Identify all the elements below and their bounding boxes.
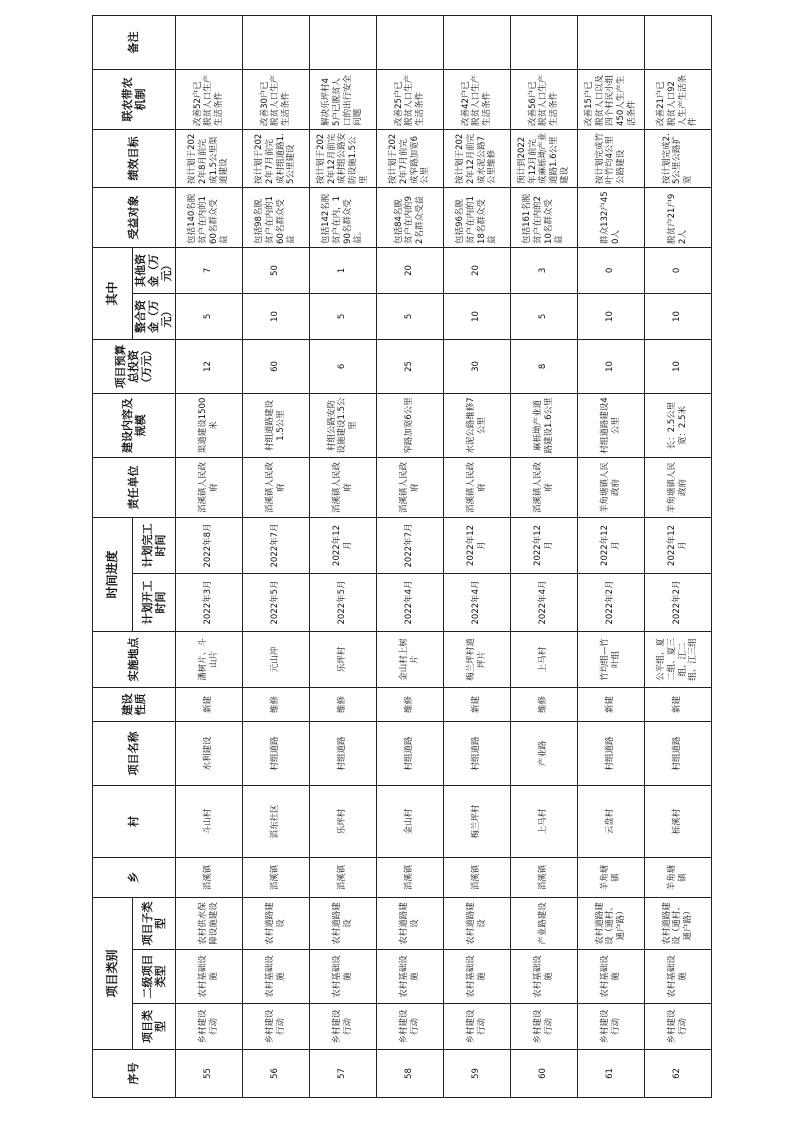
cell-budget: 30 [443, 339, 510, 393]
cell-township: 滔溪镇 [309, 857, 376, 897]
cell-end: 2022年12月 [443, 517, 510, 573]
cell-nature: 新建 [443, 687, 510, 721]
cell-link: 改善25户已脱贫人口生产生活条件 [376, 69, 443, 129]
header-budget: 项目预算总投资（万元） [93, 339, 176, 393]
cell-cat3: 产业路建设 [510, 897, 577, 949]
cell-cat2: 农村基础设施 [577, 950, 644, 1004]
cell-nature: 维修 [510, 687, 577, 721]
cell-start: 2022年4月 [443, 573, 510, 631]
cell-village: 上马村 [510, 785, 577, 857]
cell-other: 0 [577, 247, 644, 293]
cell-budget: 12 [175, 339, 242, 393]
cell-unit: 滔溪镇人民政府 [376, 457, 443, 517]
cell-location: 公平组、夏二组、夏三组、江二组、江三组 [644, 631, 711, 687]
cell-village: 滔东社区 [242, 785, 309, 857]
cell-project-name: 村组道路 [242, 721, 309, 785]
cell-township: 滔溪镇 [242, 857, 309, 897]
cell-cat1: 乡村建设行动 [510, 1004, 577, 1050]
cell-unit: 滔溪镇人民政府 [309, 457, 376, 517]
header-schedule-group: 时间进度 [93, 517, 133, 631]
cell-project-name: 村组道路 [644, 721, 711, 785]
cell-content: 村组道路建设4公里 [577, 393, 644, 457]
cell-nature: 新建 [644, 687, 711, 721]
cell-unit: 滔溪镇人民政府 [175, 457, 242, 517]
cell-seq: 58 [376, 1050, 443, 1098]
cell-goal: 预计到2022年12月前完成麻栎坳产业道路1.6公里建设 [510, 129, 577, 187]
cell-remark [577, 15, 644, 69]
cell-goal: 按计划于2022年7月前完成村组道路1.5公里建设 [242, 129, 309, 187]
cell-beneficiary: 包括96名脱贫户在内的118名群众受益 [443, 187, 510, 247]
cell-township: 滔溪镇 [376, 857, 443, 897]
cell-cat1: 乡村建设行动 [242, 1004, 309, 1050]
header-category-group: 项目类别 [93, 897, 133, 1049]
cell-beneficiary: 包括142名脱贫户在内，190名群众受益。 [309, 187, 376, 247]
cell-village: 栎溪村 [644, 785, 711, 857]
cell-location: 潘树片、斗山片 [175, 631, 242, 687]
header-project-name: 项目名称 [93, 721, 176, 785]
cell-other: 50 [242, 247, 309, 293]
cell-end: 2022年12月 [644, 517, 711, 573]
table-row [510, 15, 577, 1097]
cell-budget: 10 [577, 339, 644, 393]
cell-project-name: 产业路 [510, 721, 577, 785]
cell-unit: 滔溪镇人民政府 [510, 457, 577, 517]
cell-seq: 59 [443, 1050, 510, 1098]
cell-other: 20 [376, 247, 443, 293]
cell-cat1: 乡村建设行动 [644, 1004, 711, 1050]
cell-goal: 按计划完成竹叶竹均4公里公路建设 [577, 129, 644, 187]
cell-cat3: 农村道路建设（通村、通户路） [644, 897, 711, 949]
cell-seq: 62 [644, 1050, 711, 1098]
cell-beneficiary: 脱贫户21户92人 [644, 187, 711, 247]
table-row [309, 15, 376, 1097]
cell-goal: 按计划于2022年12月前完成水泥公路7公里维修 [443, 129, 510, 187]
cell-start: 2022年2月 [577, 573, 644, 631]
cell-beneficiary: 包括84名脱贫户在内的92名群众受益 [376, 187, 443, 247]
cell-remark [376, 15, 443, 69]
header-location: 实施地点 [93, 631, 176, 687]
cell-seq: 56 [242, 1050, 309, 1098]
cell-nature: 维修 [376, 687, 443, 721]
cell-budget: 25 [376, 339, 443, 393]
cell-township: 滔溪镇 [175, 857, 242, 897]
cell-end: 2022年12月 [510, 517, 577, 573]
cell-location: 上马村 [510, 631, 577, 687]
cell-project-name: 水利建设 [175, 721, 242, 785]
cell-cat2: 农村基础设施 [309, 950, 376, 1004]
cell-cat3: 农村道路建设（通村、通户路） [577, 897, 644, 949]
cell-cat2: 农村基础设施 [376, 950, 443, 1004]
cell-budget: 8 [510, 339, 577, 393]
cell-end: 2022年12月 [577, 517, 644, 573]
header-village: 村 [93, 785, 176, 857]
cell-cat2: 农村基础设施 [175, 950, 242, 1004]
cell-integrated: 10 [644, 293, 711, 339]
cell-start: 2022年2月 [644, 573, 711, 631]
cell-cat2: 农村基础设施 [443, 950, 510, 1004]
cell-location: 梅兰坪村道坪片 [443, 631, 510, 687]
cell-project-name: 村组道路 [443, 721, 510, 785]
cell-content: 村组道路建设1.5公里 [242, 393, 309, 457]
cell-cat3: 农村道路建设 [242, 897, 309, 949]
header-content: 建设内容及规模 [93, 393, 176, 457]
cell-content: 村组公路安防设施建设1.5公里 [309, 393, 376, 457]
cell-remark [242, 15, 309, 69]
cell-beneficiary: 包括140名脱贫户在内的160名群众受益 [175, 187, 242, 247]
cell-project-name: 村组道路 [577, 721, 644, 785]
cell-content: 长：2.5公里宽：2.5米 [644, 393, 711, 457]
table-row [644, 15, 711, 1097]
cell-cat3: 农村道路建设 [376, 897, 443, 949]
cell-nature: 维修 [242, 687, 309, 721]
cell-budget: 60 [242, 339, 309, 393]
cell-content: 窄路加宽6公里 [376, 393, 443, 457]
cell-end: 2022年7月 [376, 517, 443, 573]
cell-integrated: 5 [510, 293, 577, 339]
table-row [242, 15, 309, 1097]
cell-location: 竹均组—竹叶组 [577, 631, 644, 687]
cell-link: 改善56户已脱贫人口生产生活条件 [510, 69, 577, 129]
cell-cat1: 乡村建设行动 [577, 1004, 644, 1050]
header-integrated: 整合资金（万元） [133, 293, 176, 339]
cell-cat1: 乡村建设行动 [443, 1004, 510, 1050]
cell-link: 解决乐坪村45户已脱贫人口的出行安全问题 [309, 69, 376, 129]
cell-seq: 61 [577, 1050, 644, 1098]
cell-seq: 55 [175, 1050, 242, 1098]
header-beneficiary: 受益对象 [93, 187, 176, 247]
project-table [92, 15, 712, 1098]
header-nature: 建设性质 [93, 687, 176, 721]
cell-integrated: 10 [443, 293, 510, 339]
cell-goal: 按计划完成2.5公里公路扩宽 [644, 129, 711, 187]
cell-link: 改善30户已脱贫人口生产生活条件 [242, 69, 309, 129]
cell-content: 渠道建设1500米 [175, 393, 242, 457]
cell-project-name: 村组道路 [309, 721, 376, 785]
cell-content: 麻栎坳产业道路建设1.6公里 [510, 393, 577, 457]
cell-other: 1 [309, 247, 376, 293]
cell-remark [443, 15, 510, 69]
table-row [175, 15, 242, 1097]
header-cat3: 项目子类型 [133, 897, 176, 949]
cell-start: 2022年5月 [242, 573, 309, 631]
table-row [443, 15, 510, 1097]
cell-integrated: 5 [309, 293, 376, 339]
cell-link: 改善52户已脱贫人口生产生活条件 [175, 69, 242, 129]
cell-cat2: 农村基础设施 [242, 950, 309, 1004]
cell-cat1: 乡村建设行动 [309, 1004, 376, 1050]
cell-village: 云盘村 [577, 785, 644, 857]
cell-township: 羊角塘镇 [644, 857, 711, 897]
cell-beneficiary: 包括161名脱贫户在内的210名群众受益 [510, 187, 577, 247]
cell-unit: 滔溪镇人民政府 [443, 457, 510, 517]
cell-nature: 新建 [175, 687, 242, 721]
cell-end: 2022年8月 [175, 517, 242, 573]
cell-seq: 60 [510, 1050, 577, 1098]
cell-other: 7 [175, 247, 242, 293]
cell-cat3: 农村道路建设 [443, 897, 510, 949]
cell-integrated: 10 [577, 293, 644, 339]
cell-project-name: 村组道路 [376, 721, 443, 785]
header-end: 计划完工时间 [133, 517, 176, 573]
cell-other: 0 [644, 247, 711, 293]
cell-cat3: 农村供水保障设施建设 [175, 897, 242, 949]
cell-other: 20 [443, 247, 510, 293]
cell-integrated: 5 [175, 293, 242, 339]
cell-start: 2022年4月 [510, 573, 577, 631]
cell-end: 2022年12月 [309, 517, 376, 573]
cell-unit: 滔溪镇人民政府 [242, 457, 309, 517]
cell-nature: 新建 [577, 687, 644, 721]
header-seq: 序号 [93, 1050, 176, 1098]
cell-start: 2022年4月 [376, 573, 443, 631]
cell-goal: 按计划于2022年8月前完成1.5公里渠道建设 [175, 129, 242, 187]
cell-remark [175, 15, 242, 69]
cell-start: 2022年3月 [175, 573, 242, 631]
cell-goal: 按计划于2022年7月前完成窄路加宽6公里 [376, 129, 443, 187]
cell-beneficiary: 群众132户450人 [577, 187, 644, 247]
cell-end: 2022年7月 [242, 517, 309, 573]
header-other: 其他资金（万元） [133, 247, 176, 293]
cell-budget: 6 [309, 339, 376, 393]
cell-link: 改善42户已脱贫人口生产生活条件 [443, 69, 510, 129]
cell-township: 滔溪镇 [510, 857, 577, 897]
cell-integrated: 10 [242, 293, 309, 339]
cell-village: 斗山村 [175, 785, 242, 857]
cell-village: 金山村 [376, 785, 443, 857]
cell-cat2: 农村基础设施 [510, 950, 577, 1004]
cell-seq: 57 [309, 1050, 376, 1098]
cell-location: 乐坪村 [309, 631, 376, 687]
header-goal: 绩效目标 [93, 129, 176, 187]
header-cat2: 二级项目类型 [133, 950, 176, 1004]
cell-village: 乐坪村 [309, 785, 376, 857]
cell-unit: 羊角塘镇人民政府 [577, 457, 644, 517]
cell-remark [309, 15, 376, 69]
cell-start: 2022年5月 [309, 573, 376, 631]
cell-township: 滔溪镇 [443, 857, 510, 897]
cell-location: 元山冲 [242, 631, 309, 687]
header-cat1: 项目类型 [133, 1004, 176, 1050]
cell-remark [644, 15, 711, 69]
cell-other: 3 [510, 247, 577, 293]
cell-integrated: 5 [376, 293, 443, 339]
cell-content: 水泥公路维修7公里 [443, 393, 510, 457]
cell-goal: 按计划于2022年12月前完成村组公路安防设施1.5公里 [309, 129, 376, 187]
cell-budget: 10 [644, 339, 711, 393]
cell-village: 梅兰坪村 [443, 785, 510, 857]
header-unit: 责任单位 [93, 457, 176, 517]
cell-cat1: 乡村建设行动 [376, 1004, 443, 1050]
header-remark: 备注 [93, 15, 176, 69]
table-row [376, 15, 443, 1097]
cell-cat3: 农村道路建设 [309, 897, 376, 949]
header-start: 计划开工时间 [133, 573, 176, 631]
header-link: 联农带农机制 [93, 69, 176, 129]
cell-beneficiary: 包括98名脱贫户在内的160名群众受益 [242, 187, 309, 247]
cell-cat1: 乡村建设行动 [175, 1004, 242, 1050]
cell-township: 羊角塘镇 [577, 857, 644, 897]
cell-nature: 维修 [309, 687, 376, 721]
cell-remark [510, 15, 577, 69]
cell-cat2: 农村基础设施 [644, 950, 711, 1004]
cell-link: 改善21户已脱贫人口92人生产生活条件 [644, 69, 711, 129]
cell-link: 改善15户已脱贫人口以及四个村民小组450人生产生活条件 [577, 69, 644, 129]
cell-unit: 羊角塘镇人民政府 [644, 457, 711, 517]
project-table-sheet [92, 31, 708, 1098]
header-funding-group: 其中 [93, 247, 133, 339]
cell-location: 金山村上树片 [376, 631, 443, 687]
header-township: 乡 [93, 857, 176, 897]
table-row [577, 15, 644, 1097]
